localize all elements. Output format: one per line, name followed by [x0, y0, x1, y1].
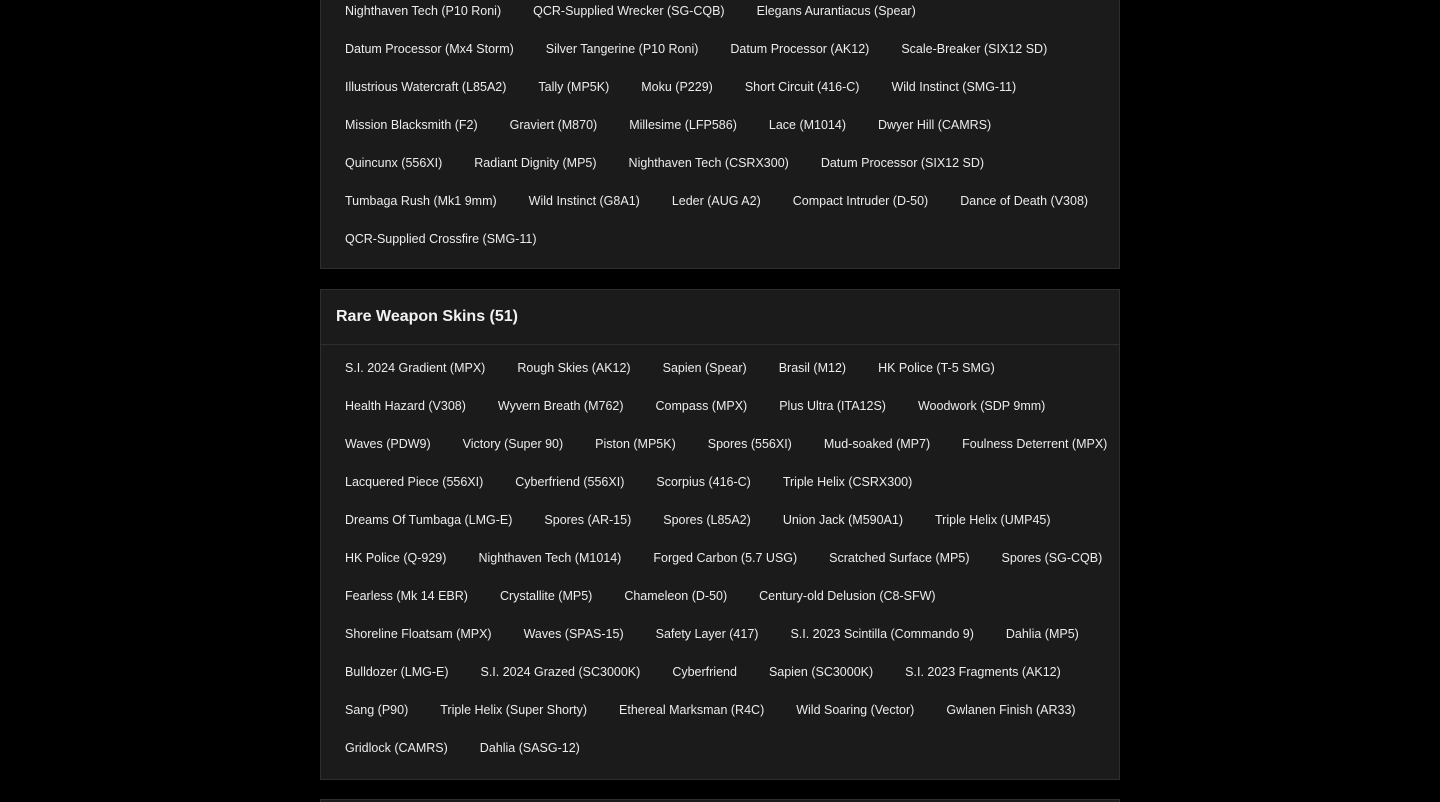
- skin-item[interactable]: Foulness Deterrent (MPX): [962, 437, 1108, 451]
- skin-item[interactable]: Spores (AR-15): [544, 513, 632, 527]
- skin-item[interactable]: HK Police (T-5 SMG): [878, 361, 995, 375]
- skin-item[interactable]: Gwlanen Finish (AR33): [946, 703, 1076, 717]
- skin-item[interactable]: Health Hazard (V308): [345, 399, 466, 413]
- skin-item[interactable]: Forged Carbon (5.7 USG): [653, 551, 798, 565]
- skin-item[interactable]: Triple Helix (Super Shorty): [440, 703, 588, 717]
- skin-item[interactable]: Graviert (M870): [509, 118, 598, 132]
- skin-item[interactable]: Illustrious Watercraft (L85A2): [345, 80, 507, 94]
- skin-item[interactable]: Lace (M1014): [768, 118, 846, 132]
- skin-item[interactable]: S.I. 2023 Scintilla (Commando 9): [790, 627, 974, 641]
- skin-item[interactable]: Rough Skies (AK12): [517, 361, 631, 375]
- skin-item[interactable]: S.I. 2024 Gradient (MPX): [345, 361, 486, 375]
- skin-item[interactable]: Lacquered Piece (556XI): [345, 475, 484, 489]
- skin-item[interactable]: Sang (P90): [345, 703, 409, 717]
- skin-item[interactable]: Scale-Breaker (SIX12 SD): [901, 42, 1048, 56]
- skin-item[interactable]: Compass (MPX): [655, 399, 748, 413]
- skin-item[interactable]: Moku (P229): [641, 80, 713, 94]
- skin-item[interactable]: Chameleon (D-50): [624, 589, 728, 603]
- skin-item[interactable]: Woodwork (SDP 9mm): [917, 399, 1046, 413]
- skin-item[interactable]: Spores (SG-CQB): [1001, 551, 1103, 565]
- skin-item[interactable]: Elegans Aurantiacus (Spear): [756, 4, 916, 18]
- skin-item[interactable]: Cyberfriend (556XI): [515, 475, 625, 489]
- skin-item[interactable]: HK Police (Q-929): [345, 551, 447, 565]
- skin-item[interactable]: Bulldozer (LMG-E): [345, 665, 449, 679]
- skin-item[interactable]: Victory (Super 90): [462, 437, 564, 451]
- skin-item[interactable]: Spores (556XI): [707, 437, 792, 451]
- skin-item[interactable]: Sapien (SC3000K): [768, 665, 874, 679]
- skin-item[interactable]: Datum Processor (AK12): [730, 42, 870, 56]
- skin-item[interactable]: Mud-soaked (MP7): [823, 437, 931, 451]
- skin-item[interactable]: Plus Ultra (ITA12S): [779, 399, 886, 413]
- skin-item[interactable]: Dreams Of Tumbaga (LMG-E): [345, 513, 513, 527]
- skin-item[interactable]: S.I. 2023 Fragments (AK12): [905, 665, 1061, 679]
- skin-item[interactable]: Millesime (LFP586): [629, 118, 737, 132]
- skin-item[interactable]: Fearless (Mk 14 EBR): [345, 589, 468, 603]
- skin-item[interactable]: Scratched Surface (MP5): [829, 551, 970, 565]
- skin-item[interactable]: Short Circuit (416-C): [744, 80, 860, 94]
- skin-item[interactable]: Wyvern Breath (M762): [497, 399, 624, 413]
- skin-item[interactable]: Datum Processor (Mx4 Storm): [345, 42, 514, 56]
- skin-item[interactable]: Piston (MP5K): [595, 437, 676, 451]
- skin-item[interactable]: Shoreline Floatsam (MPX): [345, 627, 492, 641]
- skin-item[interactable]: Silver Tangerine (P10 Roni): [545, 42, 699, 56]
- skin-item[interactable]: Datum Processor (SIX12 SD): [820, 156, 985, 170]
- skin-item[interactable]: Waves (SPAS-15): [523, 627, 624, 641]
- skin-item[interactable]: Wild Instinct (SMG-11): [891, 80, 1017, 94]
- skin-item[interactable]: Nighthaven Tech (P10 Roni): [345, 4, 502, 18]
- skin-item[interactable]: Scorpius (416-C): [656, 475, 751, 489]
- skin-item[interactable]: Spores (L85A2): [663, 513, 751, 527]
- skin-item[interactable]: QCR-Supplied Crossfire (SMG-11): [345, 232, 537, 246]
- skin-item[interactable]: Nighthaven Tech (M1014): [478, 551, 622, 565]
- skin-item[interactable]: Triple Helix (UMP45): [935, 513, 1051, 527]
- skin-list: [321, 0, 1111, 251]
- skin-item[interactable]: Triple Helix (CSRX300): [782, 475, 913, 489]
- skin-item[interactable]: Gridlock (CAMRS): [345, 741, 448, 755]
- skin-item[interactable]: Union Jack (M590A1): [782, 513, 904, 527]
- skin-item[interactable]: Dahlia (SASG-12): [479, 741, 580, 755]
- skin-item[interactable]: S.I. 2024 Grazed (SC3000K): [480, 665, 641, 679]
- skin-item[interactable]: Tally (MP5K): [538, 80, 610, 94]
- skin-item[interactable]: QCR-Supplied Wrecker (SG-CQB): [533, 4, 725, 18]
- section-title: Rare Weapon Skins (51): [321, 290, 1119, 345]
- skin-item[interactable]: Compact Intruder (D-50): [792, 194, 929, 208]
- skin-list: [321, 345, 1111, 760]
- skin-item[interactable]: Brasil (M12): [778, 361, 847, 375]
- skin-item[interactable]: Dwyer Hill (CAMRS): [878, 118, 992, 132]
- skin-item[interactable]: Dahlia (MP5): [1005, 627, 1079, 641]
- skin-item[interactable]: Tumbaga Rush (Mk1 9mm): [345, 194, 497, 208]
- skin-item[interactable]: Waves (PDW9): [345, 437, 431, 451]
- skin-item[interactable]: Cyberfriend: [672, 665, 737, 679]
- skin-item[interactable]: Wild Instinct (G8A1): [528, 194, 640, 208]
- skin-item[interactable]: Ethereal Marksman (R4C): [619, 703, 765, 717]
- rare-weapon-skins-section: [320, 289, 1120, 780]
- skin-item[interactable]: Century-old Delusion (C8-SFW): [759, 589, 936, 603]
- skin-item[interactable]: Quincunx (556XI): [345, 156, 443, 170]
- skin-item[interactable]: Radiant Dignity (MP5): [474, 156, 597, 170]
- skin-item[interactable]: Safety Layer (417): [655, 627, 759, 641]
- skin-item[interactable]: Crystallite (MP5): [499, 589, 593, 603]
- weapon-skins-section-previous: [320, 0, 1120, 269]
- skin-item[interactable]: Nighthaven Tech (CSRX300): [628, 156, 789, 170]
- skin-item[interactable]: Leder (AUG A2): [671, 194, 761, 208]
- skin-item[interactable]: Dance of Death (V308): [960, 194, 1089, 208]
- skin-item[interactable]: Wild Soaring (Vector): [796, 703, 915, 717]
- skin-item[interactable]: Sapien (Spear): [662, 361, 747, 375]
- skin-item[interactable]: Mission Blacksmith (F2): [345, 118, 478, 132]
